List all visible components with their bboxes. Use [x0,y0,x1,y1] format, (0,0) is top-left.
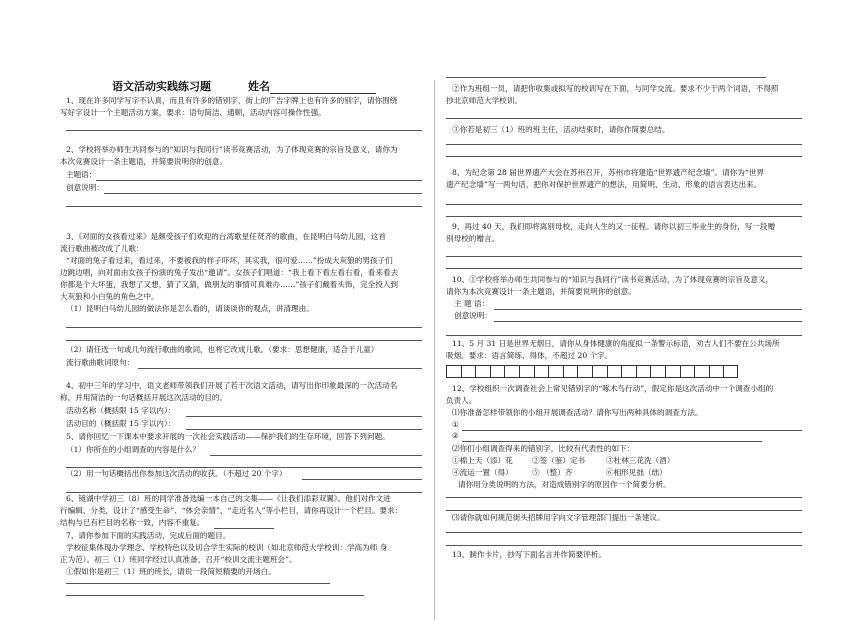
q2-theme-line[interactable] [96,180,422,181]
grid-cell[interactable] [592,365,607,378]
q3-sub2-line[interactable] [138,368,422,369]
q3-line5: 你都是个大坏蛋，我想了又想，猜了又猜，做朋友的事情可真难办……”孩子们戴着头饰，完全投入到 [60,280,399,289]
q5-sub2-line[interactable] [302,479,422,480]
q1-line1: 1、现在许多同学写字不认真，而且有许多的错别字，街上的广告字牌上也有许多的别字，请你围绕 [66,96,398,105]
grid-cell[interactable] [475,365,490,378]
q2-line1: 2、学校将举办师生共同参与的“知识与我同行”读书竞赛活动，为了体现竞赛的宗旨及意义，请你为 [66,145,398,154]
q11-answer-grid[interactable] [446,365,738,378]
grid-cell[interactable] [519,365,534,378]
q3-sub2: （2）请任选一句或几句流行歌曲的歌词，也将它改成儿歌。（要求：思想健康，适合于儿童） [66,345,379,354]
grid-cell[interactable] [709,365,724,378]
q6-answer-line[interactable] [214,528,274,529]
q7b-sub3-line-2[interactable] [446,156,802,157]
q8-line2: 遗产纪念墙”写一两句话，把你对保护世界遗产的想法，用简明、生动、形象的语言表达出来。 [446,180,762,189]
grid-cell[interactable] [577,365,592,378]
q3-line1: 3、《对面的女孩看过来》是颇受孩子们欢迎的台湾歌星任贤齐的歌曲，在昆明白马幼儿园，这首 [66,232,386,241]
q7b-sub3-line[interactable] [446,144,802,145]
q12-sub3: ⑶请你就如何规范街头招牌用字向文字管理部门提出一条建议。 [452,513,665,522]
grid-cell[interactable] [694,365,709,378]
q7-sub1-line[interactable] [66,583,330,584]
q7-line1: 7、请你参加下面的实践活动，完成后面的题目。 [66,531,231,540]
q3-line6: 大灰狼和小白兔的角色之中。 [60,292,159,301]
grid-cell[interactable] [680,365,695,378]
q12-sub2-line-2[interactable] [446,510,802,511]
q6-line1: 6、镜湖中学初三（8）班的同学准备选编一本自己的文集——《让我们添彩双翼》。他们对作文进 [66,494,391,503]
q12-word-4: ④流运一置（得） [452,468,513,477]
q7-sub1-line-2[interactable] [66,595,364,596]
q7-sub1-line-3[interactable] [446,77,766,78]
name-blank[interactable] [270,83,376,94]
q4-name-label: 活动名称（概括限 15 字以内）： [66,406,176,415]
q1-answer-line[interactable] [66,130,422,131]
q7-line3: 正为范）。初三（1）班同学经过认真准备，召开“校训交流主题班会”。 [60,555,297,564]
q12-sub3-line-2[interactable] [446,545,802,546]
q6-line2: 行编辑、分类，设计了“感受生命”、“体会亲情”、“走近名人”等小栏目，请你再设计一个栏目。要求： [60,506,403,515]
q9-line[interactable] [446,256,802,257]
q3-line2: 流行歌曲被改成了儿歌： [60,244,144,253]
q7b-sub3: ③你若是初三（1）班的班主任，活动结束时，请你作简要总结。 [452,125,670,134]
q6-line3: 结构与已有栏目的名称一致，内容不重复。 [60,518,205,527]
q10-theme-label: 主 题 语： [454,299,490,308]
q5-sub1-line[interactable] [210,455,422,456]
q4-line1: 4、初中三年的学习中，语文老师带领我们开展了若干次语文活动，请写出你印象最深的一次活动名 [66,381,398,390]
q12-marker-2: ② [452,431,459,440]
grid-cell[interactable] [490,365,505,378]
grid-cell[interactable] [723,365,738,378]
q8-line[interactable] [446,204,802,205]
q8-line1: 8、为纪念第 28 届世界遗产大会在苏州召开，苏州市将建造“世界遗产纪念墙”。请你为“世界 [452,168,764,177]
grid-cell[interactable] [461,365,476,378]
q10-line2: 请你为本次竞赛设计一条主题语，并简要说明你的创意。 [446,287,636,296]
q12-line2: 负责人。 [446,396,477,405]
q7b-line[interactable] [446,118,802,119]
q11-line1: 11、5 月 31 日是世界无烟日，请你从身体健康的角度拟一条警示标语，劝吉人们不要在公共场所 [452,339,780,348]
q4-purpose-line[interactable] [186,429,422,430]
column-divider [434,80,435,620]
q5-sub2: （2）用一句话概括出你参加这次活动的收获。（不超过 20 个字） [66,469,287,478]
grid-cell[interactable] [607,365,622,378]
q12-word-6: ⑥相形见拙（绌） [606,468,667,477]
q4-purpose-label: 活动目的（概括限 15 字以内）： [66,419,176,428]
grid-cell[interactable] [504,365,519,378]
q7-sub1: ①假如你是初三（1）班的班长，请说一段简短精要的开场白。 [66,567,276,576]
q12-marker-1: ① [452,420,459,429]
q9-line1: 9、再过 40 天，我们即将离别母校，走向人生的又一征程。请你以初三毕业生的身份，写一段赠 [452,222,776,231]
q3-sub1-line-2[interactable] [66,340,422,341]
q4-line2: 称，并用简洁的一句话概括开展这次活动的目的。 [60,393,228,402]
grid-cell[interactable] [548,365,563,378]
q3-sub2-label: 流行歌曲歌词原句： [66,358,135,367]
name-label: 姓名 [248,80,270,93]
q12-sub2-line[interactable] [446,497,802,498]
q13-line1: 13、制作卡片，抄写下面名言并作简要评析。 [452,550,606,559]
q12-sub2b: 请你用分类说明的方法，对造成错别字的原因作一个简要分析。 [458,480,671,489]
q12-sub1: ⑴你准备怎样带领你的小组开展调查活动？请你写出两种具体的调查方法。 [452,408,703,417]
q12-sub2: ⑵你们小组调查得来的错别字，比较有代表性的如下： [452,444,635,453]
grid-cell[interactable] [650,365,665,378]
q12-word-5: ⑤ （整）齐 [532,468,573,477]
q2-idea-label: 创意说明： [66,183,104,192]
grid-cell[interactable] [621,365,636,378]
grid-cell[interactable] [534,365,549,378]
q12-word-1: ①棉上天（添）花 [452,456,513,465]
q10-theme-line[interactable] [494,309,802,310]
q7b-line1: ②作为班组一员，请把你收集或拟写的校训写在下面，与同学交流。要求不少于两个词语，不得照 [452,84,779,93]
grid-cell[interactable] [665,365,680,378]
q12-method-1-line[interactable] [462,430,802,431]
q7b-line2: 抄北京师范大学校训。 [446,96,522,105]
q12-sub3-line[interactable] [446,532,802,533]
q2-idea-line-2[interactable] [66,206,422,207]
q12-method-2-line[interactable] [462,441,762,442]
q10-idea-line[interactable] [494,321,802,322]
q1-line2: 写好字设计一个主题活动方案，要求：语句简洁、通顺，活动内容可操作性强。 [60,108,326,117]
q5-line1: 5、请你回忆一下课本中要求开展的一次社会实践活动——保护我们的生存环境，回答下列问题。 [66,432,390,441]
q5-sub1: （1）你所在的小组调查的内容是什么？ [66,445,200,454]
grid-cell[interactable] [563,365,578,378]
q9-line-2[interactable] [446,268,802,269]
q2-theme-label: 主题语： [66,170,97,179]
q12-word-2: ②签（鉴）定书 [532,456,586,465]
q5-sub1-line-2[interactable] [66,467,422,468]
q7-line2: 学校征集体现办学理念、学校特色以及切合学生实际的校训（如北京师范大学校训：学高为师 身 [66,543,388,552]
page-title: 语文活动实践练习题 [112,80,211,93]
q9-line2: 别母校的赠言。 [446,234,500,243]
grid-cell[interactable] [446,365,461,378]
q3-sub1-line[interactable] [66,327,422,328]
q12-word-3: ③杜林三花洗（酒） [606,456,675,465]
q10-line1: 10、①学校将举办师生共同参与的“知识与我同行”读书竞赛活动，为了体现竞赛的宗旨及意义， [452,275,774,284]
q12-line1: 12、学校组织一次调查社会上常见错别字的“啄木鸟行动”，假定你是这次活动中一个调查小组的 [452,384,774,393]
q5-sub2-line-2[interactable] [66,492,422,493]
q3-line3: “对面的兔子看过来，看过来，不要被我的样子吓坏，其实我，很可爱……”扮成大灰狼的男孩子们 [66,256,393,265]
q10-idea-label: 创意说明： [454,311,492,320]
q2-line2: 本次竞赛设计一条主题语，并简要说明你的创意。 [60,157,228,166]
q3-line4: 边跳边唱，向对面由女孩子扮演的兔子发出“邀请”。女孩子们唱道：“我上看下看左看右看，看来看去 [60,268,399,277]
q8-line-2[interactable] [446,216,802,217]
q11-line2: 吸烟。要求：语言简练、得体，不超过 20 个字。 [446,351,613,360]
q10-idea-line-2[interactable] [446,335,802,336]
name-field[interactable] [248,78,376,94]
q4-name-line[interactable] [186,416,422,417]
q3-sub1: （1）昆明白马幼儿园的做法你是怎么看的，请谈谈你的观点，讲清理由。 [66,304,314,313]
grid-cell[interactable] [636,365,651,378]
q2-idea-line[interactable] [104,193,422,194]
